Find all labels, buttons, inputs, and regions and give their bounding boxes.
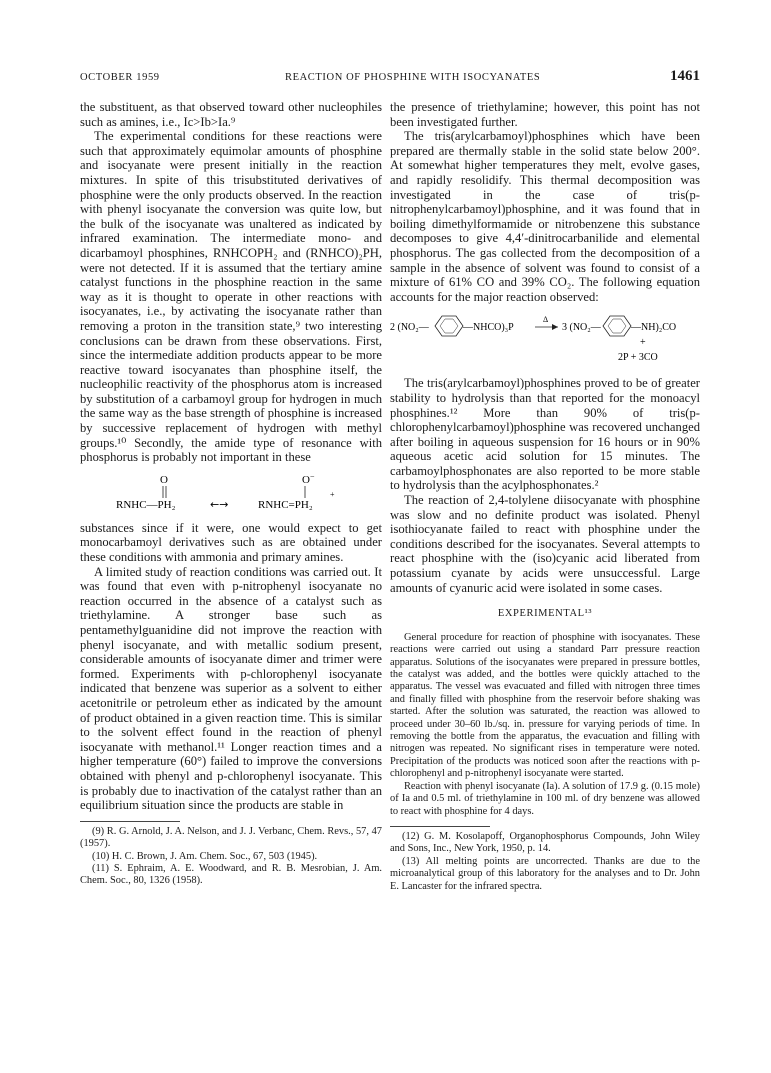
footnote-rule — [80, 821, 180, 822]
paragraph: substances since if it were, one would expect to get monocarbamoyl derivatives such as are obtained under these conditions with ammonia and primary amines. — [80, 520, 382, 565]
reactant-suffix: —NHCO)₃P — [463, 322, 514, 334]
product-prefix: 3 (NO₂— — [562, 322, 601, 334]
carbonyl-oxygen-left: O — [160, 473, 168, 486]
paragraph: The tris(arylcarbamoyl)phosphines which have been prepared are thermally stable in the solid state below 200°. At somewhat higher temperatures they melt, evolve gases, and rapidly resolidify. This thermal decomposition was investigated in the case of tris(p-nitrophenylcarbamoyl)phosphine, and it was found that in boiling dimethylformamide or nitrobenzene this substance decomposes to give 4,4′-dinitrocarbanilide and elemental phosphorus. The gas collected from the decomposition of a sample in the absence of solvent was found to consist of a mixture of 61% CO and 39% CO₂. The following equation accounts for the major reaction observed: — [390, 129, 700, 304]
footnote-rule — [390, 826, 490, 827]
reactant-prefix: 2 (NO₂— — [390, 322, 429, 334]
resonance-arrow: ←→ — [210, 497, 229, 511]
resonance-structure — [80, 473, 382, 513]
footnote: (11) S. Ephraim, A. E. Woodward, and R. B. Mesrobian, J. Am. Chem. Soc., 80, 1326 (1958). — [80, 862, 382, 887]
right-column — [390, 100, 700, 893]
footnotes-right — [390, 831, 700, 893]
footnote: (9) R. G. Arnold, J. A. Nelson, and J. J. Verbanc, Chem. Revs., 57, 47 (1957). — [80, 825, 382, 850]
paragraph: The tris(arylcarbamoyl)phosphines proved to be of greater stability to hydrolysis than that reported for the monoacyl phosphines.¹² More than 90% of tris(p-chlorophenylcarbamoyl)phosphine was recovered unchanged after boiling in aqueous suspension for 16 hours or in 90% aqueous acetic acid solution for 15 minutes. The carbamoylphosphonates are also reported to be more stable to hydrolysis than the acylphosphonates.² — [390, 376, 700, 493]
paragraph: A limited study of reaction conditions was carried out. It was found that even with p-nitrophenyl isocyanate no reaction occurred in the absence of a catalyst such as triethylamine. A stronger base such as pentamethylguanidine did not improve the reaction with phenyl isocyanate, and with metallic sodium present, considerable amounts of isocyanate dimer and trimer were formed. Experiments with p-chlorophenyl isocyanate indicated that benzene was superior as a solvent to either acetonitrile or petroleum ether as indicated by the amount of product obtained in a given reaction time. This is similar to the solvent effect found in the reaction of phenyl isocyanate with methanol.¹¹ Longer reaction times and a higher temperature (60°) failed to improve the conversions obtained with phenyl and p-chlorophenyl isocyanate. This is probably due to inactivation of the catalyst rather than an equilibrium situation since the products are stable in — [80, 564, 382, 813]
section-heading: EXPERIMENTAL¹³ — [497, 608, 593, 620]
charge-plus: + — [330, 489, 335, 499]
paragraph: The experimental conditions for these reactions were such that approximately equimolar amounts of phosphine and isocyanate were present initially in the reaction mixtures. In spite of this trisubstituted derivatives of phosphine were the only products observed. In the reaction with phenyl isocyanate the conversion was quite low, but the bulk of the isocyanate was unaltered as indicated by infrared examination. The intermediate mono- and dicarbamoyl phosphines, RNHCOPH₂ and (RNHCO)₂PH, were not detected. If it is assumed that the tertiary amine catalyst functions in the phosphine reaction in the same way as it is thought to operate in other reactions with isocyanates, i.e., by activating the isocyanate rather than removing a proton in the transition state,⁹ two interesting conclusions can be drawn from these observations. First, since the intermediate addition products appear to be more reactive toward isocyanates than phosphine itself, the nucleophilic reactivity of the phosphorus atom is increased by substitution of a carbamoyl group for hydrogen in much the same way as the base strength of phosphine is increased by successive replacement of hydrogen with methyl groups.¹⁰ Secondly, the amide type of resonance with phosphorus is probably not important in these — [80, 129, 382, 465]
page-number: 1461 — [670, 68, 700, 84]
resonance-diagram — [80, 473, 382, 513]
plus-sign: + — [640, 337, 646, 349]
carbonyl-oxygen-right: O — [302, 473, 310, 486]
footnotes-left — [80, 826, 382, 888]
heat-symbol: Δ — [543, 315, 549, 325]
paragraph: The reaction of 2,4-tolylene diisocyanate with phosphine was slow and no definite product was isolated. Phenyl isothiocyanate failed to react with phosphine under the conditions described for the isocyanates. Several attempts to react phosphine with the (iso)cyanic acid liberated from potassium cyanate by acids were unsuccessful. Large amounts of cyanuric acid were isolated in some cases. — [390, 493, 700, 595]
paragraph: the presence of triethylamine; however, this point has not been investigated further. — [390, 100, 700, 129]
footnote: (13) All melting points are uncorrected. Thanks are due to the microanalytical group of this laboratory for the analyses and to Dr. John E. Lancaster for the infrared spectra. — [390, 855, 700, 892]
formula-right: RNHC=PH₂ — [258, 498, 313, 511]
left-column — [80, 100, 382, 888]
page-header — [80, 70, 700, 90]
byproducts: 2P + 3CO — [618, 352, 658, 364]
paragraph: General procedure for reaction of phosphine with isocyanates. These reactions were carried out using a standard Parr pressure reaction apparatus. Solutions of the isocyanates were prepared in pressure bottles, the catalyst was added, and the bottles were quickly attached to the apparatus. The vessel was evacuated and filled with nitrogen three times and finally filled with phosphine from the reservoir before shaking was started. After the solution was saturated, the reaction was allowed to proceed under 30–60 lb./sq. in. pressure for varying periods of time. In removing the bottle from the apparatus, the evacuation and filling with nitrogen was repeated. No significant rises in temperature were noted. Precipitation of the products was noticed soon after the reactions with p-chlorophenyl and p-nitrophenyl isocyanate were started. — [390, 631, 700, 780]
running-title: REACTION OF PHOSPHINE WITH ISOCYANATES — [285, 72, 541, 83]
charge-minus: − — [310, 472, 315, 481]
equation-diagram — [390, 310, 700, 366]
journal-date: OCTOBER 1959 — [80, 72, 160, 83]
paragraph: the substituent, as that observed toward other nucleophiles such as amines, i.e., Ic>Ib>Ia.⁹ — [80, 100, 382, 129]
paragraph: Reaction with phenyl isocyanate (Ia). A solution of 17.9 g. (0.15 mole) of Ia and 0.5 ml. of triethylamine in 100 ml. of dry benzene was allowed to react with phosphine for 4 days. — [390, 780, 700, 817]
decomposition-equation — [390, 310, 700, 366]
footnote: (10) H. C. Brown, J. Am. Chem. Soc., 67, 503 (1945). — [92, 850, 318, 862]
footnote: (12) G. M. Kosolapoff, Organophosphorus Compounds, John Wiley and Sons, Inc., New York, 1950, p. 14. — [390, 830, 700, 855]
product-suffix: —NH)₂CO — [631, 322, 677, 334]
formula-left: RNHC—PH₂ — [116, 498, 176, 511]
